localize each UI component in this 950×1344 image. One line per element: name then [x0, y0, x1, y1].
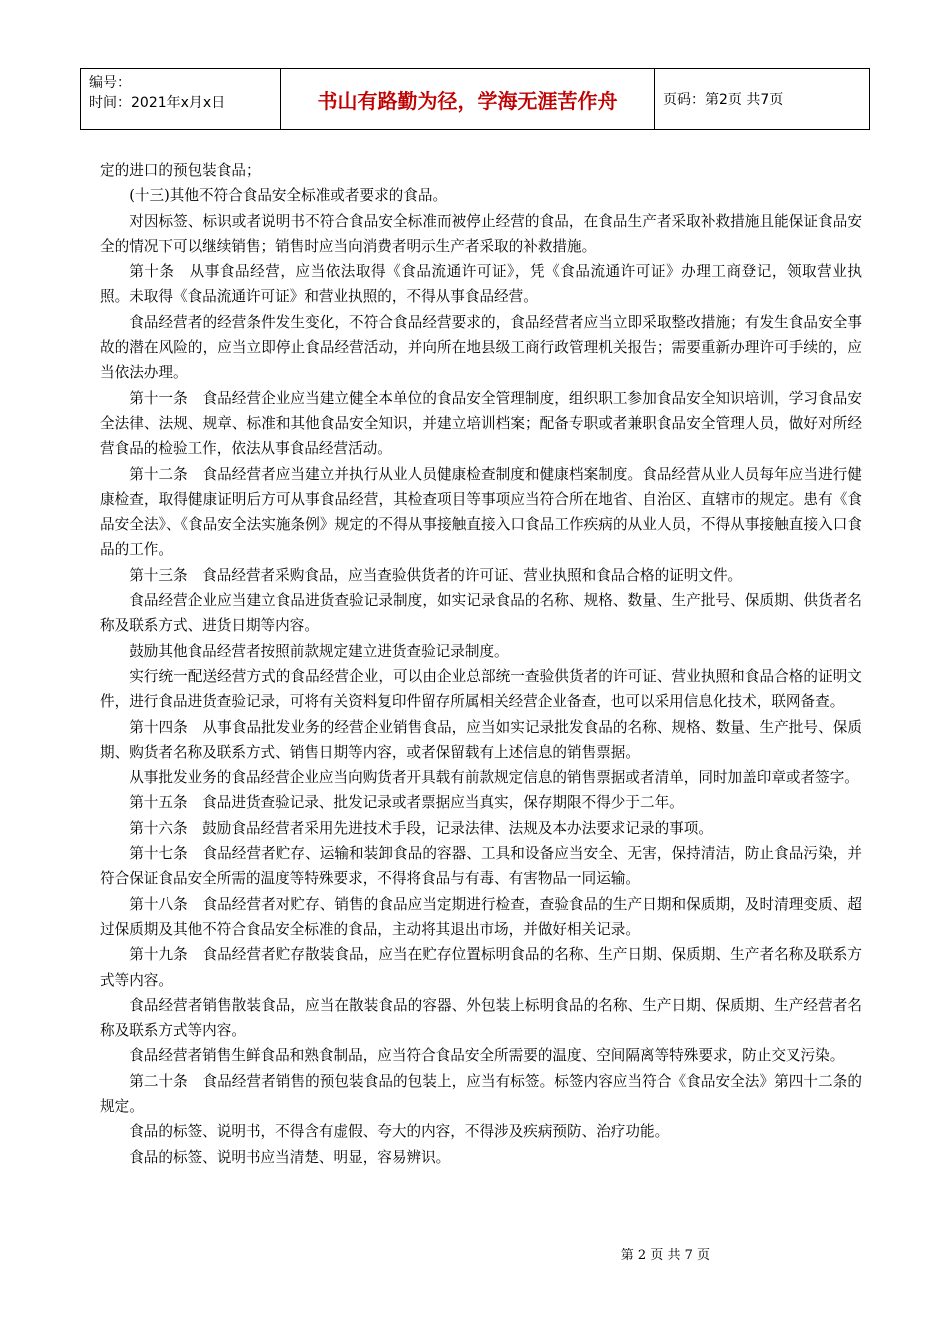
time-label: 时间：2021年x月x日 [89, 95, 226, 111]
paragraph: 第十九条 食品经营者贮存散装食品，应当在贮存位置标明食品的名称、生产日期、保质期、生产者名称及联系方式等内容。 [100, 946, 862, 989]
paragraph: (十三)其他不符合食品安全标准或者要求的食品。 [129, 187, 448, 205]
paragraph: 食品经营企业应当建立食品进货查验记录制度，如实记录食品的名称、规格、数量、生产批号、保质期、供货者名称及联系方式、进货日期等内容。 [100, 592, 862, 635]
header-meta [81, 69, 281, 129]
paragraph: 第二十条 食品经营者销售的预包装食品的包装上，应当有标签。标签内容应当符合《食品安全法》第四十二条的规定。 [100, 1072, 862, 1115]
paragraph: 食品经营者的经营条件发生变化，不符合食品经营要求的，食品经营者应当立即采取整改措施；有发生食品安全事故的潜在风险的，应当立即停止食品经营活动，并向所在地县级工商行政管理机关报告；需要重新办理许可手续的，应当依法办理。 [100, 313, 862, 382]
paragraph: 食品的标签、说明书，不得含有虚假、夸大的内容，不得涉及疾病预防、治疗功能。 [129, 1123, 670, 1141]
page-footer [0, 1244, 950, 1263]
paragraph: 食品经营者销售散装食品，应当在散装食品的容器、外包装上标明食品的名称、生产日期、保质期、生产经营者名称及联系方式等内容。 [100, 996, 862, 1040]
paragraph: 第十一条 食品经营企业应当建立健全本单位的食品安全管理制度，组织职工参加食品安全知识培训，学习食品安全法律、法规、规章、标准和其他食品安全知识，并建立培训档案；配备专职或者兼职食品安全管理人员，做好对所经营食品的检验工作，依法从事食品经营活动。 [100, 389, 862, 458]
code-label: 编号： [89, 75, 131, 91]
paragraph: 第十三条 食品经营者采购食品，应当查验供货者的许可证、营业执照和食品合格的证明文件。 [129, 566, 743, 584]
document-body [100, 158, 862, 1170]
header-motto: 书山有路勤为径，学海无涯苦作舟 [281, 69, 655, 129]
paragraph: 第十二条 食品经营者应当建立并执行从业人员健康检查制度和健康档案制度。食品经营从业人员每年应当进行健康检查，取得健康证明后方可从事食品经营，其检查项目等事项应当符合所在地省、自治区、直辖市的规定。患有《食品安全法》、《食品安全法实施条例》规定的不得从事接触直接入口食品工作疾病的从业人员，不得从事接触直接入口食品的工作。 [100, 465, 862, 559]
paragraph: 食品经营者销售生鲜食品和熟食制品，应当符合食品安全所需要的温度、空间隔离等特殊要求，防止交叉污染。 [129, 1047, 845, 1065]
paragraph: 第十四条 从事食品批发业务的经营企业销售食品，应当如实记录批发食品的名称、规格、数量、生产批号、保质期、购货者名称及联系方式、销售日期等内容，或者保留载有上述信息的销售票据。 [100, 718, 862, 761]
footer-page-number: 第 2 页 共 7 页 [620, 1248, 710, 1263]
paragraph: 定的进口的预包装食品； [100, 162, 261, 179]
paragraph: 第十条 从事食品经营，应当依法取得《食品流通许可证》，凭《食品流通许可证》办理工商登记，领取营业执照。未取得《食品流通许可证》和营业执照的，不得从事食品经营。 [100, 263, 862, 306]
paragraph: 第十五条 食品进货查验记录、批发记录或者票据应当真实，保存期限不得少于二年。 [129, 794, 684, 812]
header-page-number: 页码：第2页 共7页 [663, 92, 784, 108]
paragraph: 对因标签、标识或者说明书不符合食品安全标准而被停止经营的食品，在食品生产者采取补救措施且能保证食品安全的情况下可以继续销售；销售时应当向消费者明示生产者采取的补救措施。 [100, 212, 862, 255]
page-header [80, 68, 870, 130]
paragraph: 从事批发业务的食品经营企业应当向购货者开具载有前款规定信息的销售票据或者清单，同时加盖印章或者签字。 [129, 769, 859, 787]
paragraph: 实行统一配送经营方式的食品经营企业，可以由企业总部统一查验供货者的许可证、营业执照和食品合格的证明文件，进行食品进货查验记录，可将有关资料复印件留存所属相关经营企业备查，也可以采用信息化技术，联网备查。 [100, 667, 862, 711]
paragraph: 食品的标签、说明书应当清楚、明显，容易辨识。 [129, 1148, 451, 1166]
paragraph: 第十八条 食品经营者对贮存、销售的食品应当定期进行检查，查验食品的生产日期和保质期，及时清理变质、超过保质期及其他不符合食品安全标准的食品，主动将其退出市场，并做好相关记录。 [100, 895, 862, 938]
paragraph: 鼓励其他食品经营者按照前款规定建立进货查验记录制度。 [129, 642, 509, 660]
paragraph: 第十七条 食品经营者贮存、运输和装卸食品的容器、工具和设备应当安全、无害，保持清洁，防止食品污染，并符合保证食品安全所需的温度等特殊要求，不得将食品与有毒、有害物品一同运输。 [100, 845, 862, 888]
paragraph: 第十六条 鼓励食品经营者采用先进技术手段，记录法律、法规及本办法要求记录的事项。 [129, 819, 713, 837]
